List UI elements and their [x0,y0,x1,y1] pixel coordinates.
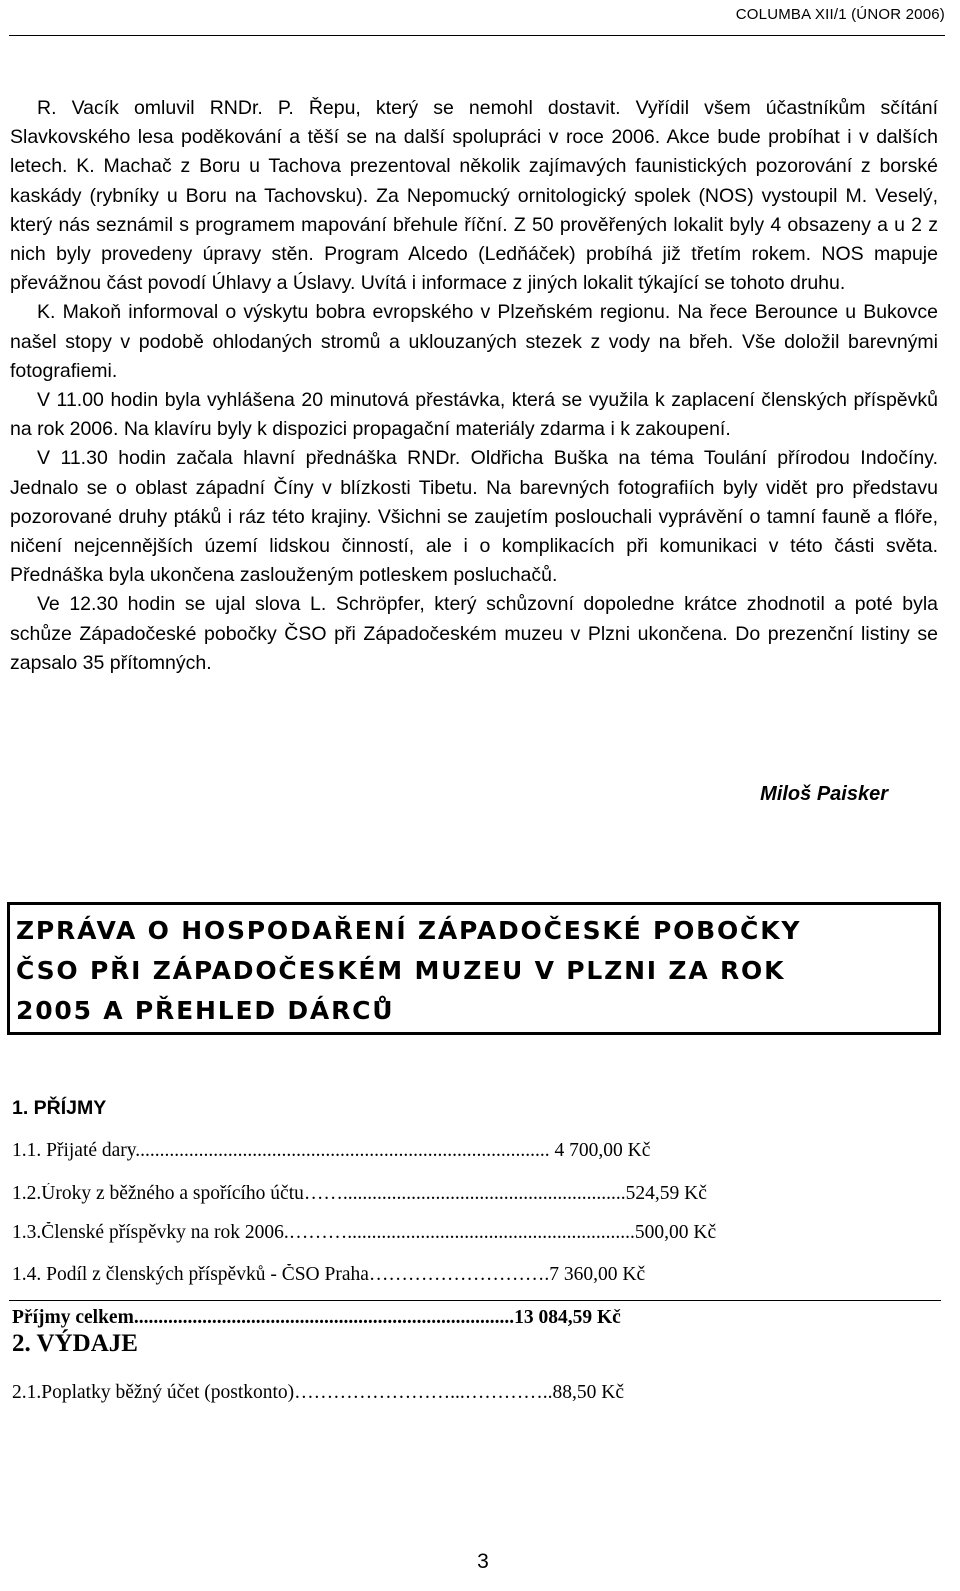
income-line: 1.1. Přijaté dary..................................................................................... 4 700,00 Kč [12,1140,651,1161]
article-paragraph: R. Vacík omluvil RNDr. P. Řepu, který se nemohl dostavit. Vyřídil všem účastníkům sčítání Slavkovského lesa poděkování a těší se na další spolupráci v roce 2006. Akce bude probíhat i v dalších letech. K. Machač z Boru u Tachova prezentoval několik zajímavých faunistických pozorování z borské kaskády (rybníky u Boru na Tachovsku). Za Nepomucký ornitologický spolek (NOS) vystoupil M. Veselý, který nás seznámil s programem mapování břehule říční. Z 50 prověřených lokalit byly 4 obsazeny a u 2 z nich byly provedeny úpravy stěn. Program Alcedo (Ledňáček) probíhá již třetím rokem. NOS mapuje převážnou část povodí Úhlavy a Úslavy. Uvítá i informace z jiných lokalit týkající se tohoto druhu. [10,97,938,295]
income-total-rule [9,1300,941,1301]
running-header: COLUMBA XII/1 (ÚNOR 2006) [735,6,945,23]
report-title-line: ČSO PŘI ZÁPADOČESKÉM MUZEU V PLZNI ZA ROK [16,956,786,985]
income-heading: 1. PŘÍJMY [12,1097,107,1119]
report-title-box [7,902,941,1035]
report-title [16,911,932,1031]
article-paragraph: V 11.00 hodin byla vyhlášena 20 minutová přestávka, která se využila k zaplacení členských příspěvků na rok 2006. Na klavíru byly k dispozici propagační materiály zdarma i k zakoupení. [10,389,938,441]
income-line: 1.3.Členské příspěvky na rok 2006.………...........................................................500,00 Kč [12,1222,717,1243]
income-total: Příjmy celkem..............................................................................13 084,59 Kč [12,1307,621,1328]
report-title-line: ZPRÁVA O HOSPODAŘENÍ ZÁPADOČESKÉ POBOČKY [16,916,802,945]
article-author: Miloš Paisker [760,783,888,805]
report-title-line: 2005 A PŘEHLED DÁRCŮ [16,996,395,1025]
article-paragraph: V 11.30 hodin začala hlavní přednáška RNDr. Oldřicha Buška na téma Toulání přírodou Indočíny. Jednalo se o oblast západní Číny v blízkosti Tibetu. Na barevných fotografiích byly vidět pro představu pozorované druhy ptáků i ráz této krajiny. Všichni se zaujetím poslouchali vyprávění o tamní fauně a flóře, ničení nejcennějších území lidskou činností, ale i o komplikacích při komunikaci v této části světa. Přednáška byla ukončena zaslouženým potleskem posluchačů. [10,447,938,587]
page-number: 3 [477,1550,489,1573]
header-rule [9,35,945,36]
article-body [10,94,938,678]
article-paragraph: Ve 12.30 hodin se ujal slova L. Schröpfer, který schůzovní dopoledne krátce zhodnotil a poté byla schůze Západočeské pobočky ČSO při Západočeském muzeu v Plzni ukončena. Do prezenční listiny se zapsalo 35 přítomných. [10,593,938,674]
expense-line: 2.1.Poplatky běžný účet (postkonto)……………………...…………..88,50 Kč [12,1382,625,1403]
expense-heading: 2. VÝDAJE [12,1330,138,1357]
article-paragraph: K. Makoň informoval o výskytu bobra evropského v Plzeňském regionu. Na řece Berounce u Bukovce našel stopy v podobě ohlodaných stromů a uklouzaných stezek z vody na břeh. Vše doložil barevnými fotografiemi. [10,301,938,382]
income-line: 1.4. Podíl z členských příspěvků - ČSO Praha……………………….7 360,00 Kč [12,1264,646,1285]
income-line: 1.2.Úroky z běžného a spořícího účtu……..........................................................524,59 Kč [12,1183,707,1204]
